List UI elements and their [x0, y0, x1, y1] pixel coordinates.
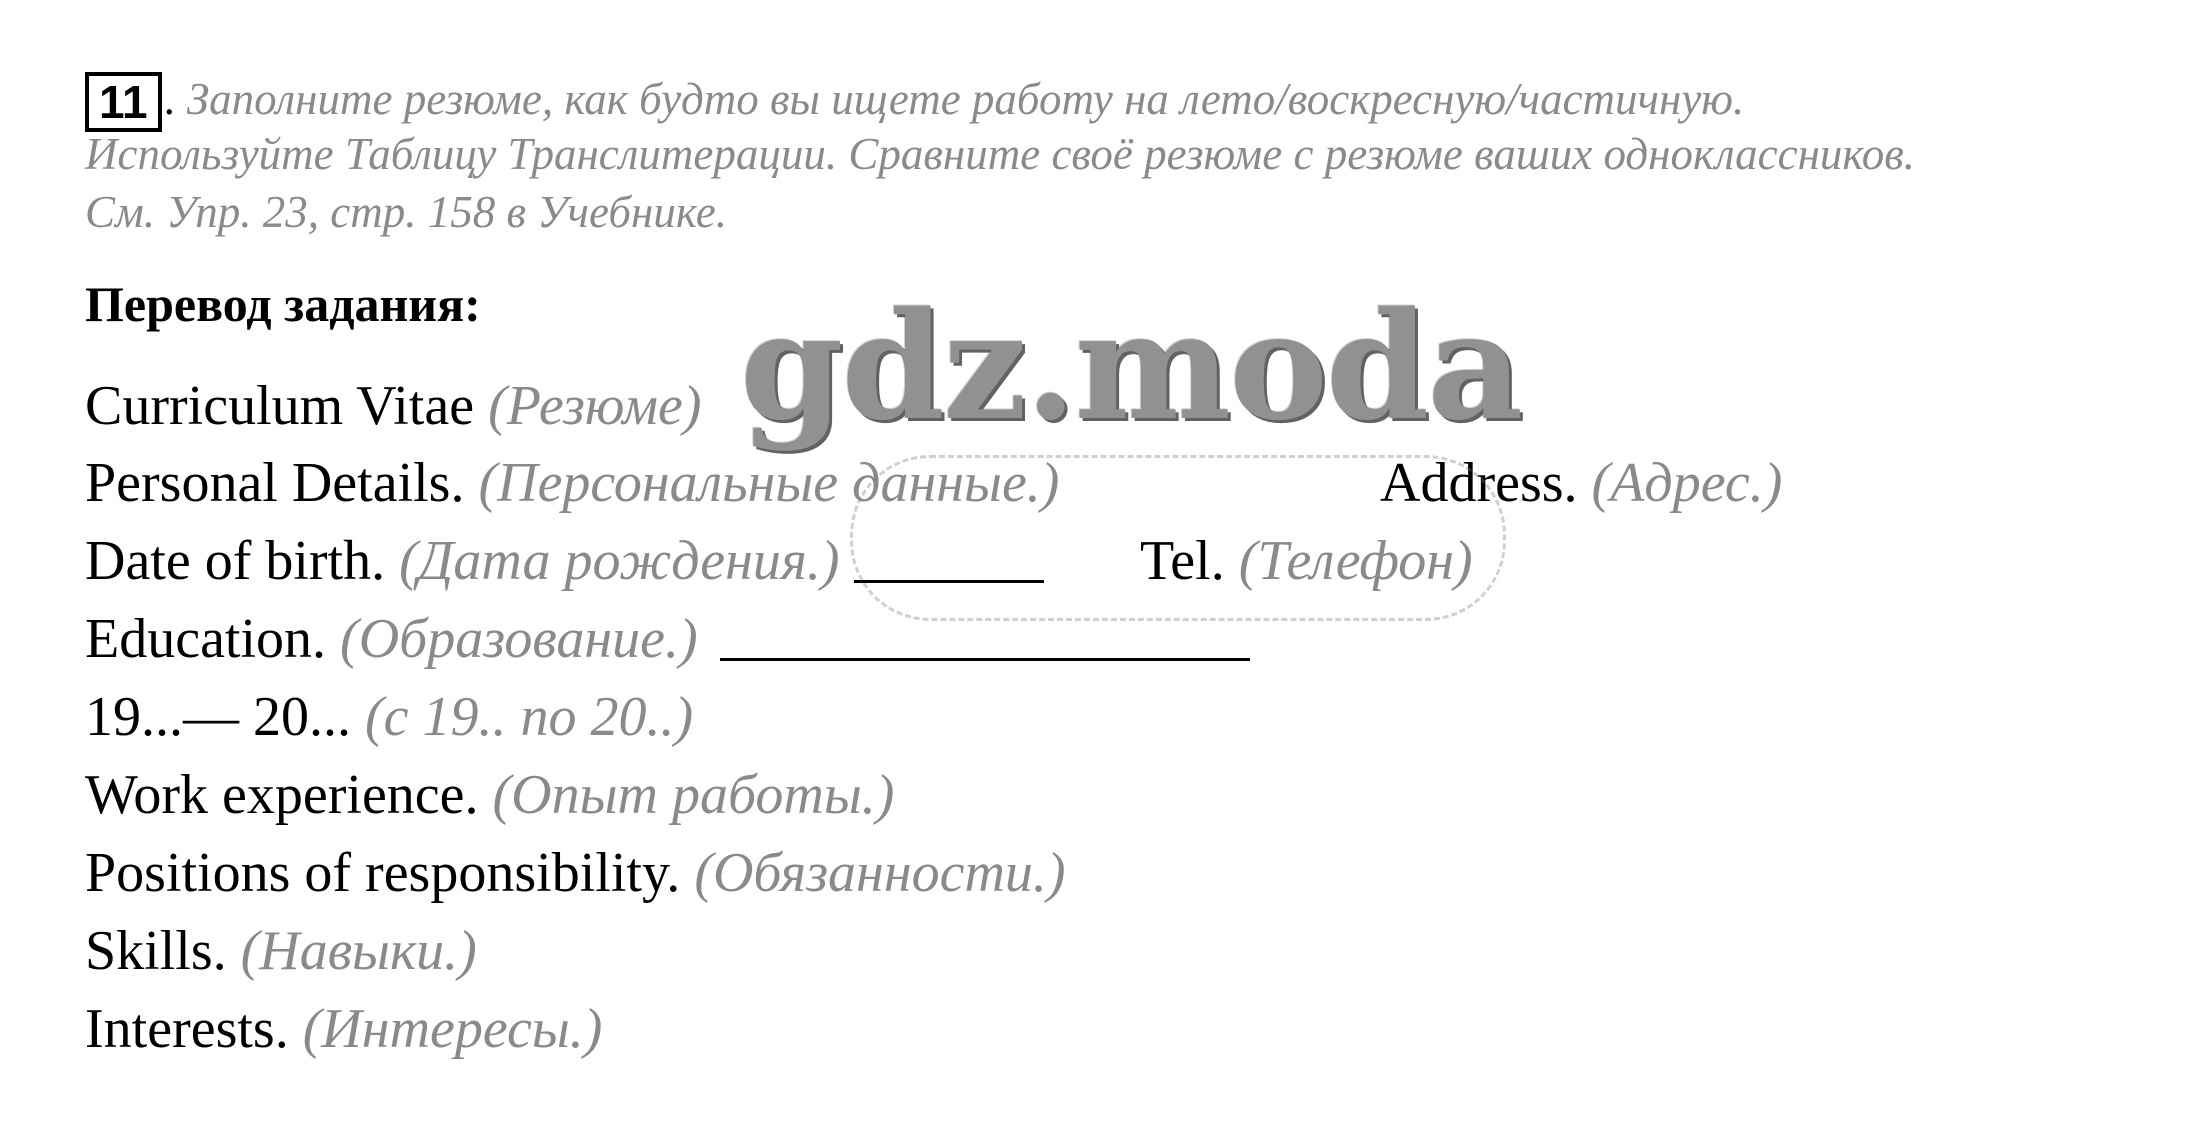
address-english: Address.: [1380, 452, 1578, 514]
row-english: Positions of responsibility.: [85, 842, 681, 904]
cv-row-positions: [85, 842, 1066, 904]
cv-tel-field: [1140, 530, 1473, 592]
row-english: Interests.: [85, 998, 289, 1060]
education-blank-line: [720, 658, 1250, 661]
cv-row-date-of-birth: [85, 530, 1044, 592]
row-translation: (Навыки.): [240, 920, 477, 982]
exercise-number-dot: .: [163, 74, 175, 124]
row-english: Personal Details.: [85, 452, 465, 514]
row-translation: (Интересы.): [302, 998, 603, 1060]
instruction-line-2: Используйте Таблицу Транслитерации. Сравните своё резюме с резюме ваших одноклассников.: [85, 129, 1916, 179]
tel-english: Tel.: [1140, 530, 1225, 592]
date-of-birth-blank-line: [854, 580, 1044, 583]
address-translation: (Адрес.): [1591, 452, 1783, 514]
cv-row-interests: [85, 998, 603, 1060]
cv-row-education: [85, 608, 1250, 670]
exercise-number: 11: [85, 72, 162, 132]
row-translation: (Обязанности.): [694, 842, 1066, 904]
instruction-text-1: Заполните резюме, как будто вы ищете работу на лето/воскресную/частичную.: [186, 74, 1745, 124]
row-translation: (Образование.): [340, 608, 698, 670]
instruction-line-1: [85, 72, 1744, 132]
cv-row-curriculum-vitae: [85, 375, 702, 437]
row-english: Education.: [85, 608, 327, 670]
row-translation: (Персональные данные.): [478, 452, 1060, 514]
row-translation: (Резюме): [488, 375, 702, 437]
cv-row-years: [85, 686, 694, 748]
cv-row-personal-details: [85, 452, 1060, 514]
cv-row-skills: [85, 920, 477, 982]
row-english: Skills.: [85, 920, 227, 982]
cv-address-field: [1380, 452, 1783, 514]
instruction-line-3: См. Упр. 23, стр. 158 в Учебнике.: [85, 187, 727, 237]
row-translation: (Дата рождения.): [399, 530, 840, 592]
row-english: 19...— 20...: [85, 686, 351, 748]
row-translation: (Опыт работы.): [492, 764, 895, 826]
row-english: Work experience.: [85, 764, 479, 826]
row-english: Curriculum Vitae: [85, 375, 475, 437]
tel-translation: (Телефон): [1238, 530, 1473, 592]
watermark-logo: gdz.moda: [740, 279, 1522, 453]
cv-row-work-experience: [85, 764, 895, 826]
translation-heading: Перевод задания:: [85, 276, 481, 332]
row-english: Date of birth.: [85, 530, 386, 592]
row-translation: (с 19.. по 20..): [365, 686, 694, 748]
